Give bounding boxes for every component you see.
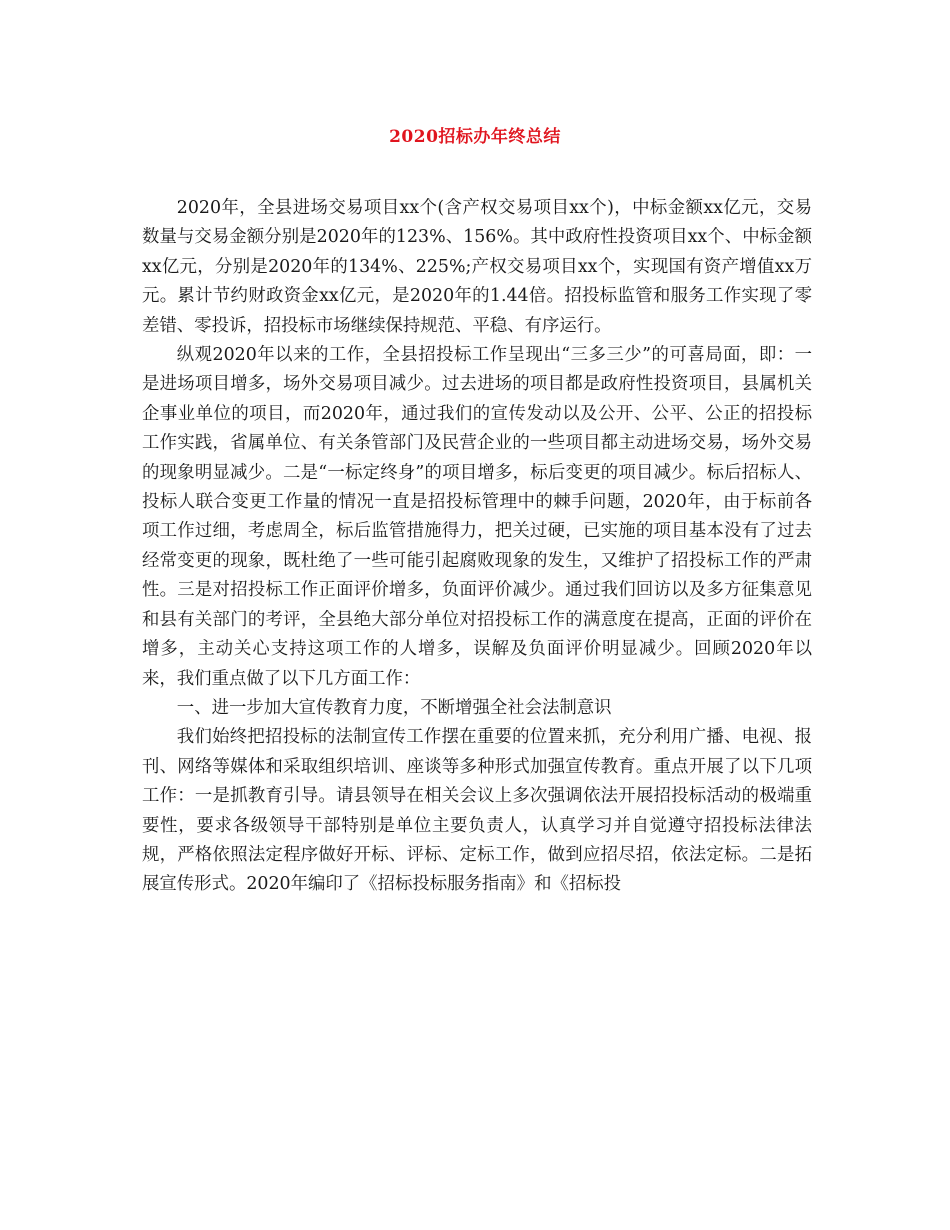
paragraph-summary: 2020年，全县进场交易项目xx个(含产权交易项目xx个)，中标金额xx亿元，交易数量与交易金额分别是2020年的123%、156%。其中政府性投资项目xx个、中标金额xx亿元，分别是2020年的134%、225%;产权交易项目xx个，实现国有资产增值xx万元。累计节约财政资金xx亿元，是2020年的1.44倍。招投标监管和服务工作实现了零差错、零投诉，招投标市场继续保持规范、平稳、有序运行。 — [142, 198, 812, 336]
paragraph-overview: 纵观2020年以来的工作，全县招投标工作呈现出“三多三少”的可喜局面，即：一是进场项目增多，场外交易项目减少。过去进场的项目都是政府性投资项目，县属机关企事业单位的项目，而2020年，通过我们的宣传发动以及公开、公平、公正的招投标工作实践，省属单位、有关条管部门及民营企业的一些项目都主动进场交易，场外交易的现象明显减少。二是“一标定终身”的项目增多，标后变更的项目减少。标后招标人、投标人联合变更工作量的情况一直是招投标管理中的棘手问题，2020年，由于标前各项工作过细，考虑周全，标后监管措施得力，把关过硬，已实施的项目基本没有了过去经常变更的现象，既杜绝了一些可能引起腐败现象的发生，又维护了招投标工作的严肃性。三是对招投标工作正面评价增多，负面评价减少。通过我们回访以及多方征集意见和县有关部门的考评，全县绝大部分单位对招投标工作的满意度在提高，正面的评价在增多，主动关心支持这项工作的人增多，误解及负面评价明显减少。回顾2020年以来，我们重点做了以下几方面工作： — [142, 345, 812, 689]
section-heading: 一、进一步加大宣传教育力度，不断增强全社会法制意识 — [176, 697, 612, 718]
document-title: 2020招标办年终总结 — [389, 127, 561, 147]
paragraph-section-body: 我们始终把招投标的法制宣传工作摆在重要的位置来抓，充分利用广播、电视、报刊、网络等媒体和采取组织培训、座谈等多种形式加强宣传教育。重点开展了以下几项工作：一是抓教育引导。请县领导在相关会议上多次强调依法开展招投标活动的极端重要性，要求各级领导干部特别是单位主要负责人，认真学习并自觉遵守招投标法律法规，严格依照法定程序做好开标、评标、定标工作，做到应招尽招，依法定标。二是拓展宣传形式。2020年编印了《招标投标服务指南》和《招标投 — [142, 727, 812, 895]
document-body — [142, 194, 812, 900]
